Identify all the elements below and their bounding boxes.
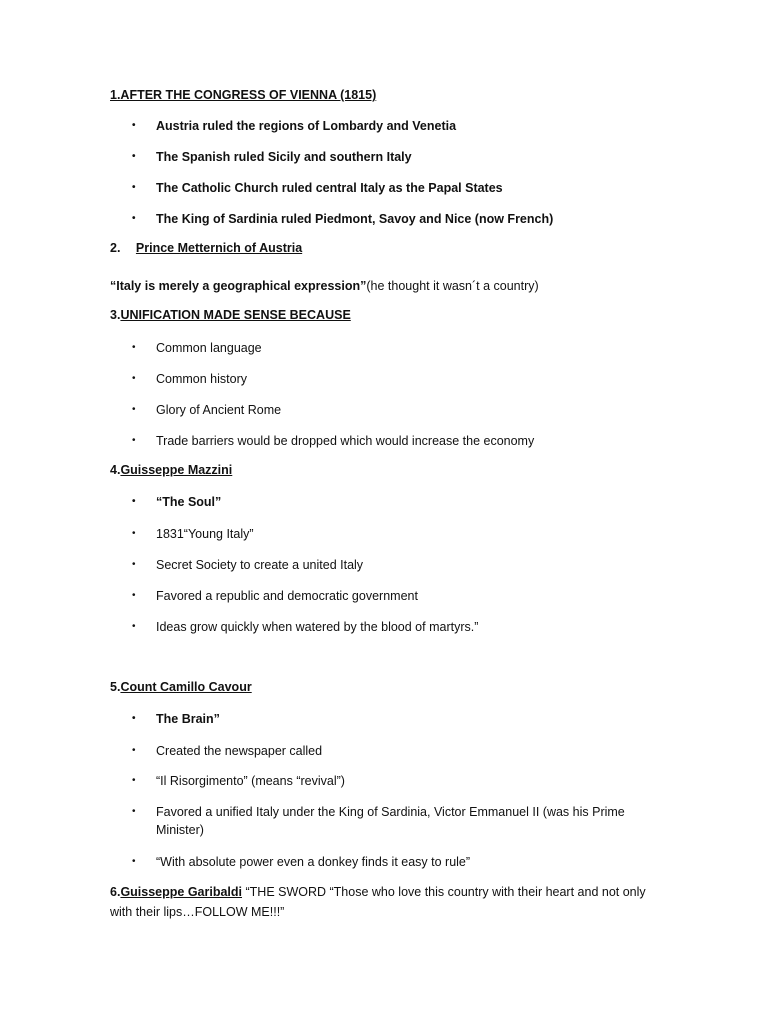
section-2-title: Prince Metternich of Austria <box>135 241 303 255</box>
section-4-item: • Favored a republic and democratic government <box>156 587 656 605</box>
section-1-item: • Austria ruled the regions of Lombardy and Venetia <box>156 117 656 135</box>
section-1-item: • The Catholic Church ruled central Italy as the Papal States <box>156 179 656 197</box>
section-1-item: • The King of Sardinia ruled Piedmont, Savoy and Nice (now French) <box>156 210 656 228</box>
section-3-heading <box>110 308 351 322</box>
section-1-heading: 1.AFTER THE CONGRESS OF VIENNA (1815) <box>110 88 377 102</box>
section-6-title: Guisseppe Garibaldi <box>120 885 243 899</box>
section-3-item: • Trade barriers would be dropped which would increase the economy <box>156 432 656 450</box>
section-4-item: • Secret Society to create a united Italy <box>156 556 656 574</box>
section-3-title: UNIFICATION MADE SENSE BECAUSE <box>120 308 351 322</box>
section-4-item: • 1831“Young Italy” <box>156 525 656 543</box>
section-5-number: 5. <box>110 680 121 694</box>
section-5-item: • Created the newspaper called <box>156 742 656 760</box>
section-4-heading <box>110 463 232 477</box>
section-5-item: • “Il Risorgimento” (means “revival”) <box>156 772 656 790</box>
section-6-number: 6. <box>110 885 121 899</box>
section-5-heading <box>110 680 252 694</box>
section-5-item: • “With absolute power even a donkey finds it easy to rule” <box>156 853 656 871</box>
section-3-item: • Common language <box>156 339 656 357</box>
section-5-title: Count Camillo Cavour <box>120 680 252 694</box>
metternich-quote <box>110 276 650 296</box>
section-3-item: • Common history <box>156 370 656 388</box>
section-4-item: • Ideas grow quickly when watered by the blood of martyrs.” <box>156 618 656 636</box>
section-4-number: 4. <box>110 463 121 477</box>
section-4-title: Guisseppe Mazzini <box>120 463 233 477</box>
section-4-item: • “The Soul” <box>156 493 656 511</box>
quote-text: “Italy is merely a geographical expression” <box>110 279 367 293</box>
section-1-item: • The Spanish ruled Sicily and southern Italy <box>156 148 656 166</box>
section-2-heading <box>110 241 302 255</box>
section-5-item: • Favored a unified Italy under the King of Sardinia, Victor Emmanuel II (was his Prime Minister) <box>156 803 656 839</box>
quote-note: (he thought it wasn´t a country) <box>366 279 539 293</box>
section-3-number: 3. <box>110 308 121 322</box>
section-2-number: 2. <box>110 241 121 255</box>
section-6-paragraph <box>110 882 650 922</box>
section-3-item: • Glory of Ancient Rome <box>156 401 656 419</box>
section-5-item: • The Brain” <box>156 710 656 728</box>
section-6-text: “THE SWORD “Those who love this country with their heart and not only with their lips…FOLLOW ME!!!” <box>110 885 646 919</box>
